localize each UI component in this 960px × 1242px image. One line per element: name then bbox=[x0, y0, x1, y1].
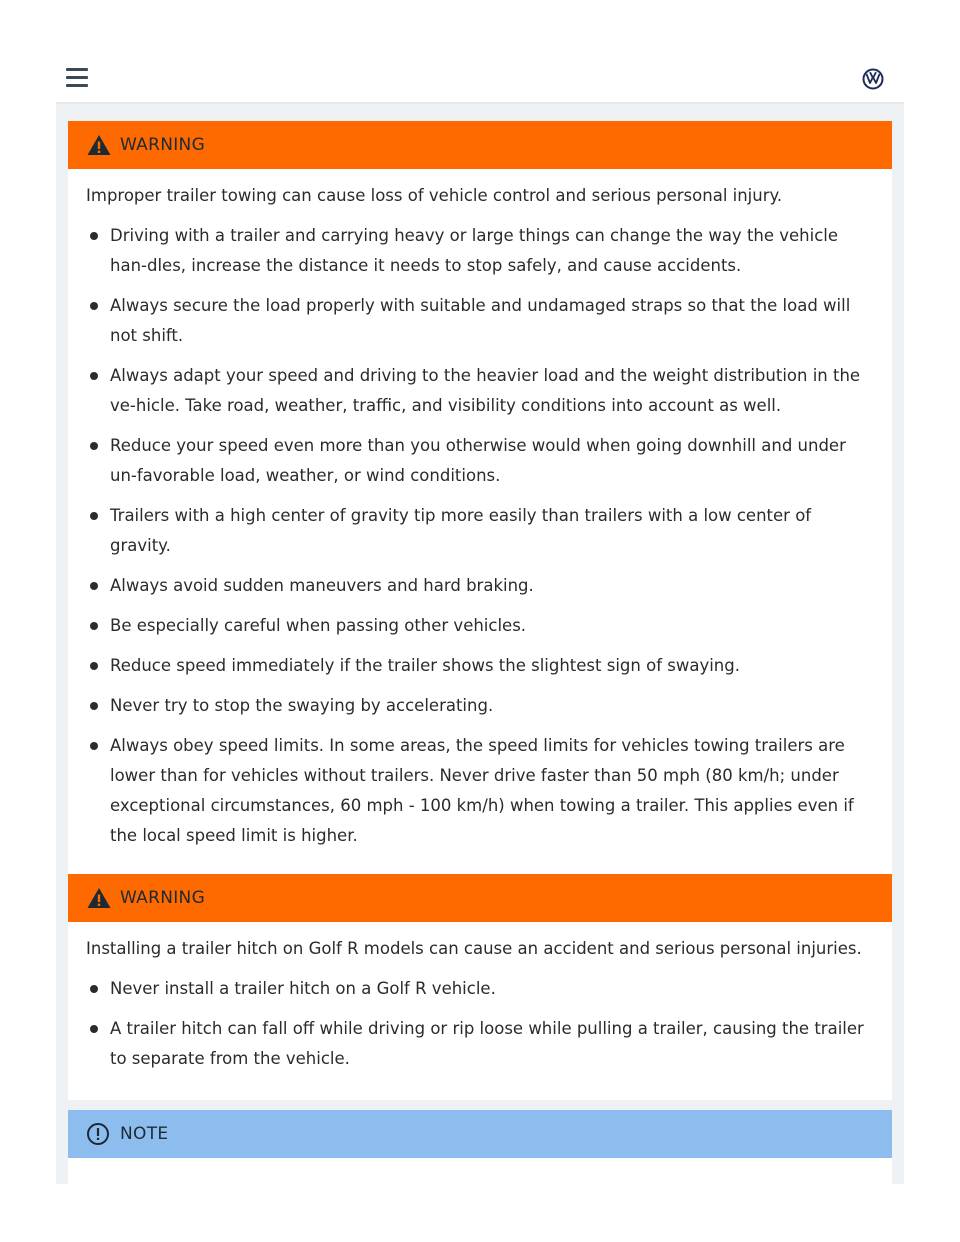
hamburger-menu-icon[interactable] bbox=[66, 68, 88, 88]
warning-title: WARNING bbox=[120, 888, 206, 908]
list-item: Trailers with a high center of gravity tip more easily than trailers with a low center of gravity. bbox=[86, 501, 874, 561]
warning-list bbox=[86, 221, 874, 851]
warning-triangle-icon bbox=[86, 886, 112, 910]
warning-card-golf-r bbox=[68, 874, 892, 1100]
list-item: Driving with a trailer and carrying heavy or large things can change the way the vehicle han-dles, increase the distance it needs to stop safely, and cause accidents. bbox=[86, 221, 874, 281]
warning-title: WARNING bbox=[120, 135, 206, 155]
warning-header bbox=[68, 874, 892, 922]
note-header bbox=[68, 1110, 892, 1158]
list-item: Always obey speed limits. In some areas, the speed limits for vehicles towing trailers are lower than for vehicles without trailers. Never drive faster than 50 mph (80 km/h; under exceptional circumstances, 60 mph - 100 km/h) when towing a trailer. This applies even if the local speed limit is higher. bbox=[86, 731, 874, 851]
exclamation-circle-icon bbox=[86, 1122, 112, 1146]
warning-intro: Installing a trailer hitch on Golf R models can cause an accident and serious personal injuries. bbox=[86, 939, 862, 958]
warning-intro: Improper trailer towing can cause loss of vehicle control and serious personal injury. bbox=[86, 186, 783, 205]
warning-card-towing bbox=[68, 121, 892, 877]
list-item: Be especially careful when passing other vehicles. bbox=[86, 611, 874, 641]
vw-logo-icon[interactable] bbox=[862, 68, 884, 90]
list-item: Reduce speed immediately if the trailer shows the slightest sign of swaying. bbox=[86, 651, 874, 681]
list-item: Always secure the load properly with suitable and undamaged straps so that the load will not shift. bbox=[86, 291, 874, 351]
list-item: Reduce your speed even more than you otherwise would when going downhill and under un-favorable load, weather, or wind conditions. bbox=[86, 431, 874, 491]
warning-header bbox=[68, 121, 892, 169]
list-item: Never try to stop the swaying by accelerating. bbox=[86, 691, 874, 721]
content-area bbox=[56, 104, 904, 1184]
note-card bbox=[68, 1110, 892, 1184]
list-item: A trailer hitch can fall off while driving or rip loose while pulling a trailer, causing the trailer to separate from the vehicle. bbox=[86, 1014, 874, 1074]
warning-list bbox=[86, 974, 874, 1074]
warning-triangle-icon bbox=[86, 133, 112, 157]
note-title: NOTE bbox=[120, 1124, 169, 1144]
list-item: Always avoid sudden maneuvers and hard braking. bbox=[86, 571, 874, 601]
list-item: Never install a trailer hitch on a Golf R vehicle. bbox=[86, 974, 874, 1004]
top-bar bbox=[56, 56, 904, 104]
list-item: Always adapt your speed and driving to the heavier load and the weight distribution in the ve-hicle. Take road, weather, traffic, and visibility conditions into account as well. bbox=[86, 361, 874, 421]
